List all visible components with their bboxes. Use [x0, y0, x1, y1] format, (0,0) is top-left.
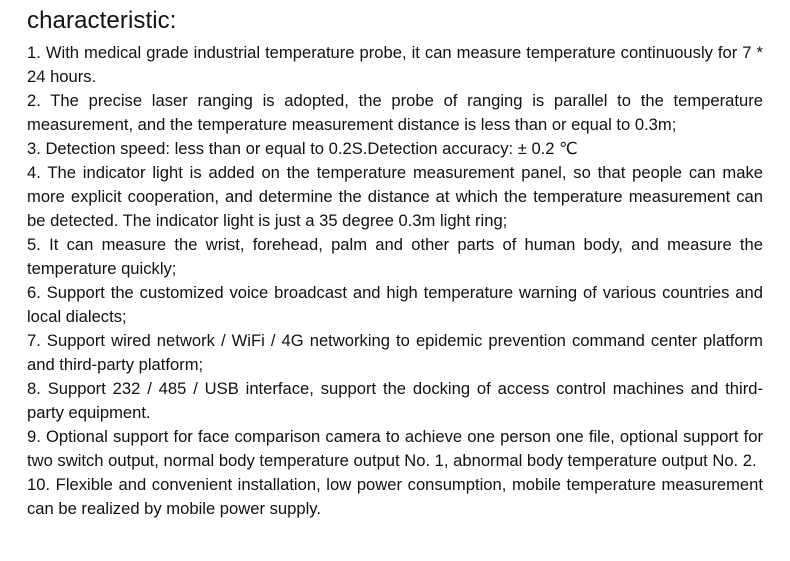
characteristic-item-10: 10. Flexible and convenient installation, low power consumption, mobile temperature measurement can be realized by mobile power supply. — [27, 475, 763, 518]
characteristic-item-5: 5. It can measure the wrist, forehead, palm and other parts of human body, and measure the temperature quickly; — [27, 235, 763, 278]
characteristic-item-4: 4. The indicator light is added on the temperature measurement panel, so that people can make more explicit cooperation, and determine the distance at which the temperature measurement can be detected. The indicator light is just a 35 degree 0.3m light ring; — [27, 163, 763, 230]
characteristic-item-8: 8. Support 232 / 485 / USB interface, support the docking of access control machines and third-party equipment. — [27, 379, 763, 422]
characteristic-item-3: 3. Detection speed: less than or equal to 0.2S.Detection accuracy: ± 0.2 ℃ — [27, 139, 578, 158]
characteristic-item-2: 2. The precise laser ranging is adopted, the probe of ranging is parallel to the temperature measurement, and the temperature measurement distance is less than or equal to 0.3m; — [27, 91, 763, 134]
document-title: characteristic: — [27, 7, 177, 34]
characteristic-item-6: 6. Support the customized voice broadcast and high temperature warning of various countries and local dialects; — [27, 283, 763, 326]
characteristic-item-9: 9. Optional support for face comparison camera to achieve one person one file, optional support for two switch output, normal body temperature output No. 1, abnormal body temperature output No. 2. — [27, 427, 763, 470]
characteristics-list — [27, 41, 763, 521]
characteristic-item-7: 7. Support wired network / WiFi / 4G networking to epidemic prevention command center platform and third-party platform; — [27, 331, 763, 374]
characteristic-item-1: 1. With medical grade industrial temperature probe, it can measure temperature continuously for 7 * 24 hours. — [27, 43, 763, 86]
